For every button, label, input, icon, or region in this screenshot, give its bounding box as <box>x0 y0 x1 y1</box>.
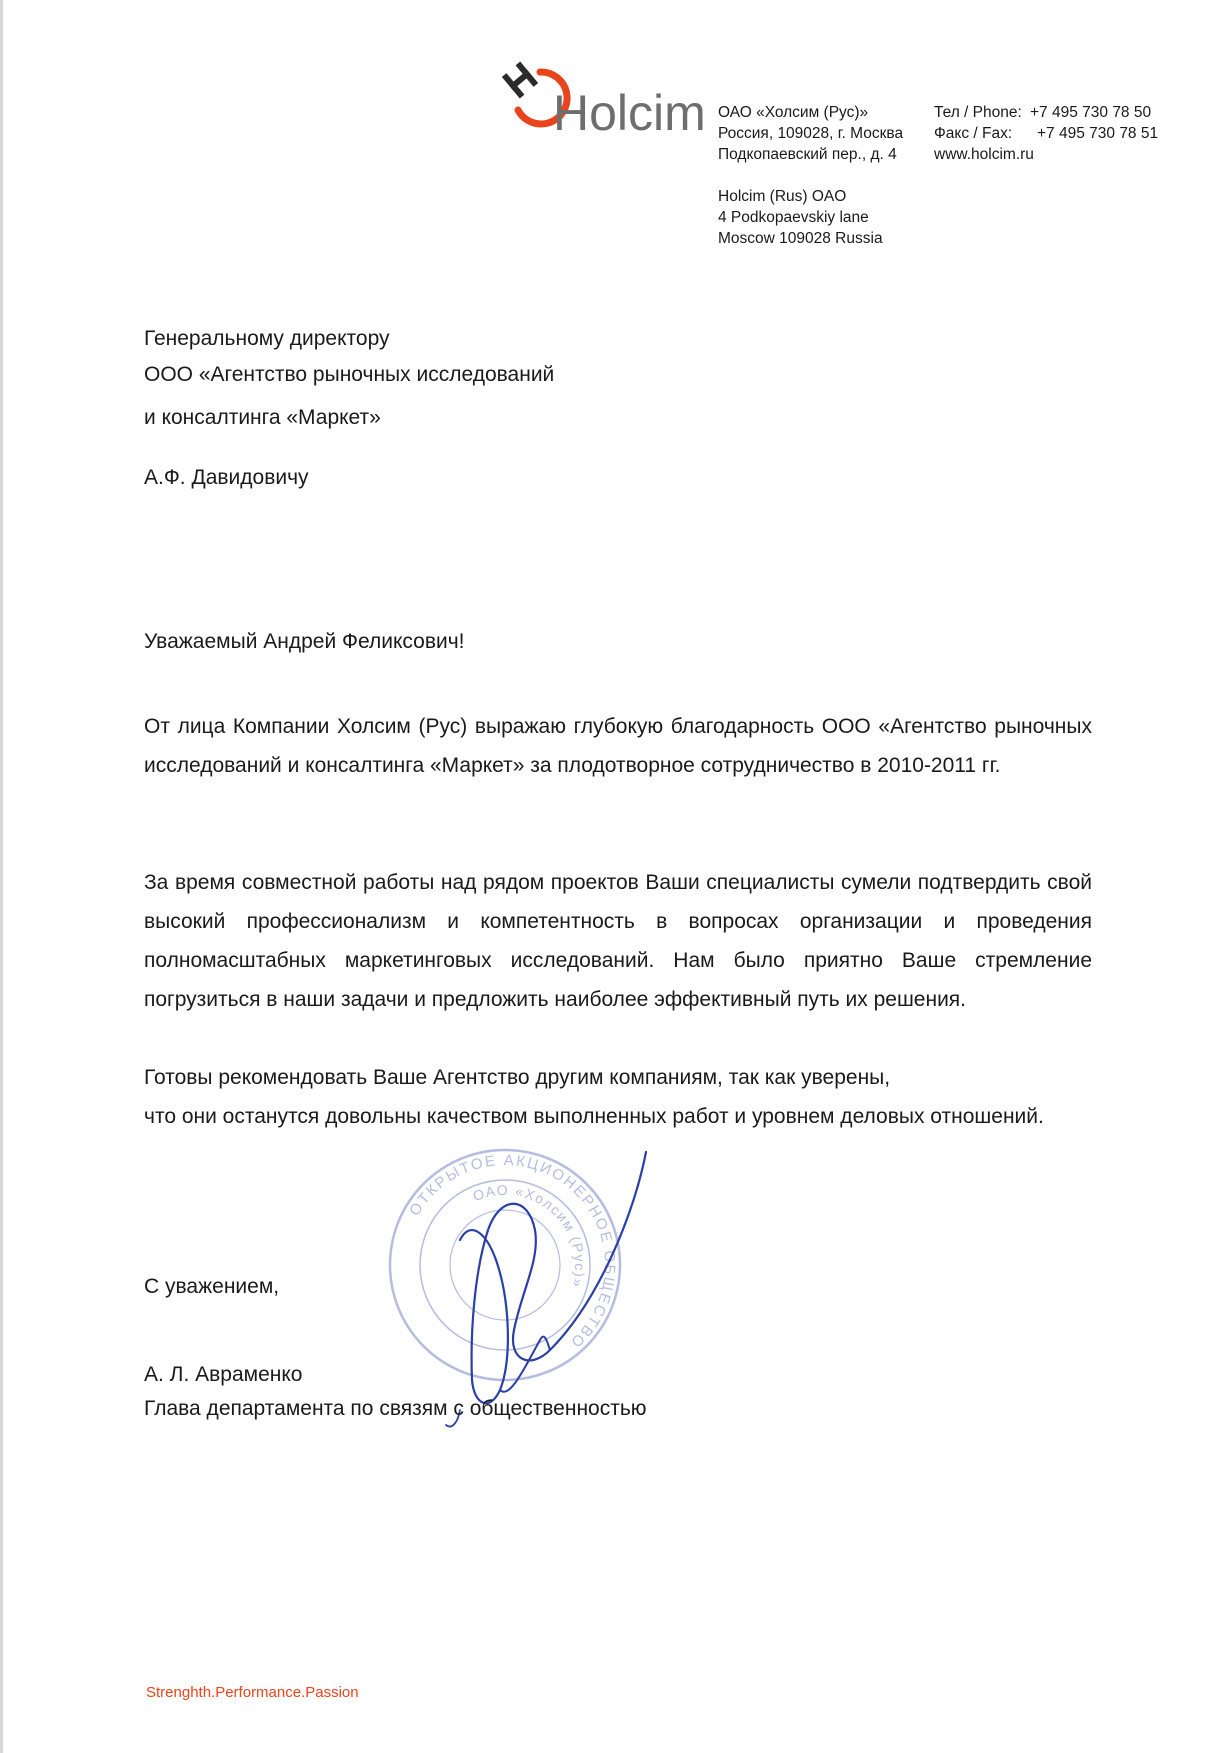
address-line: Holcim (Rus) OAO <box>718 188 847 205</box>
holcim-logo <box>500 52 705 152</box>
phone-number: +7 495 730 78 50 <box>1030 104 1152 121</box>
paragraph-cooperation: За время совместной работы над рядом проектов Ваши специалисты сумели подтвердить свой высокий профессионализм и компетентность в вопросах организации и проведения полномасштабных маркетинговых исследований. Нам было приятно Ваше стремление погрузиться в наши задачи и предложить наиболее эффективный путь их решения. <box>144 871 1092 1011</box>
scan-edge <box>0 0 3 1753</box>
handwritten-signature <box>430 1150 680 1430</box>
address-english <box>718 186 883 249</box>
contact-block <box>934 102 1158 165</box>
paragraph-gratitude: От лица Компании Холсим (Рус) выражаю глубокую благодарность ООО «Агентство рыночных исследований и консалтинга «Маркет» за плодотворное сотрудничество в 2010-2011 гг. <box>144 715 1092 777</box>
website: www.holcim.ru <box>934 146 1034 163</box>
fax-label: Факс / Fax: <box>934 125 1013 142</box>
recipient-name: А.Ф. Давидовичу <box>144 466 309 489</box>
recommendation-first-line: Готовы рекомендовать Ваше Агентство другим компаниям, так как уверены, <box>144 1066 891 1089</box>
address-line: Россия, 109028, г. Москва <box>718 125 904 142</box>
fax-row <box>934 123 1158 144</box>
phone-label: Тел / Phone: <box>934 104 1022 121</box>
address-russian <box>718 102 903 165</box>
signatory-name: А. Л. Авраменко <box>144 1363 303 1386</box>
addressee-line: Генеральному директору <box>144 327 390 350</box>
address-line: 4 Podkopaevskiy lane <box>718 209 869 226</box>
svg-text:ОТКРЫТОЕ АКЦИОНЕРНОЕ ОБЩЕСТВО <box>406 1152 618 1352</box>
addressee-line: и консалтинга «Маркет» <box>144 406 381 429</box>
company-stamp <box>380 1140 630 1390</box>
address-line: Подкопаевский пер., д. 4 <box>718 146 897 163</box>
addressee-line: ООО «Агентство рыночных исследований <box>144 363 555 386</box>
brand-name: Holcim <box>553 85 706 141</box>
address-line: Moscow 109028 Russia <box>718 230 883 247</box>
svg-text:ОАО «Холсим (Рус)» <box>471 1182 588 1290</box>
footer-tagline: Strenghth.Performance.Passion <box>146 1684 359 1701</box>
greeting: Уважаемый Андрей Феликсович! <box>144 630 465 653</box>
fax-number: +7 495 730 78 51 <box>1037 125 1159 142</box>
stamp-inner-text: ОАО «Холсим (Рус)» <box>470 1181 589 1291</box>
address-line: ОАО «Холсим (Рус)» <box>718 104 869 121</box>
stamp-outer-text: ОТКРЫТОЕ АКЦИОНЕРНОЕ ОБЩЕСТВО <box>406 1151 619 1352</box>
paragraph-recommendation <box>144 1058 1092 1136</box>
recommendation-rest: что они останутся довольны качеством выполненных работ и уровнем деловых отношений. <box>144 1105 1044 1128</box>
phone-row <box>934 102 1158 123</box>
addressee-block <box>144 321 554 443</box>
signatory-title: Глава департамента по связям с общественностью <box>144 1397 647 1420</box>
closing-phrase: С уважением, <box>144 1275 280 1298</box>
